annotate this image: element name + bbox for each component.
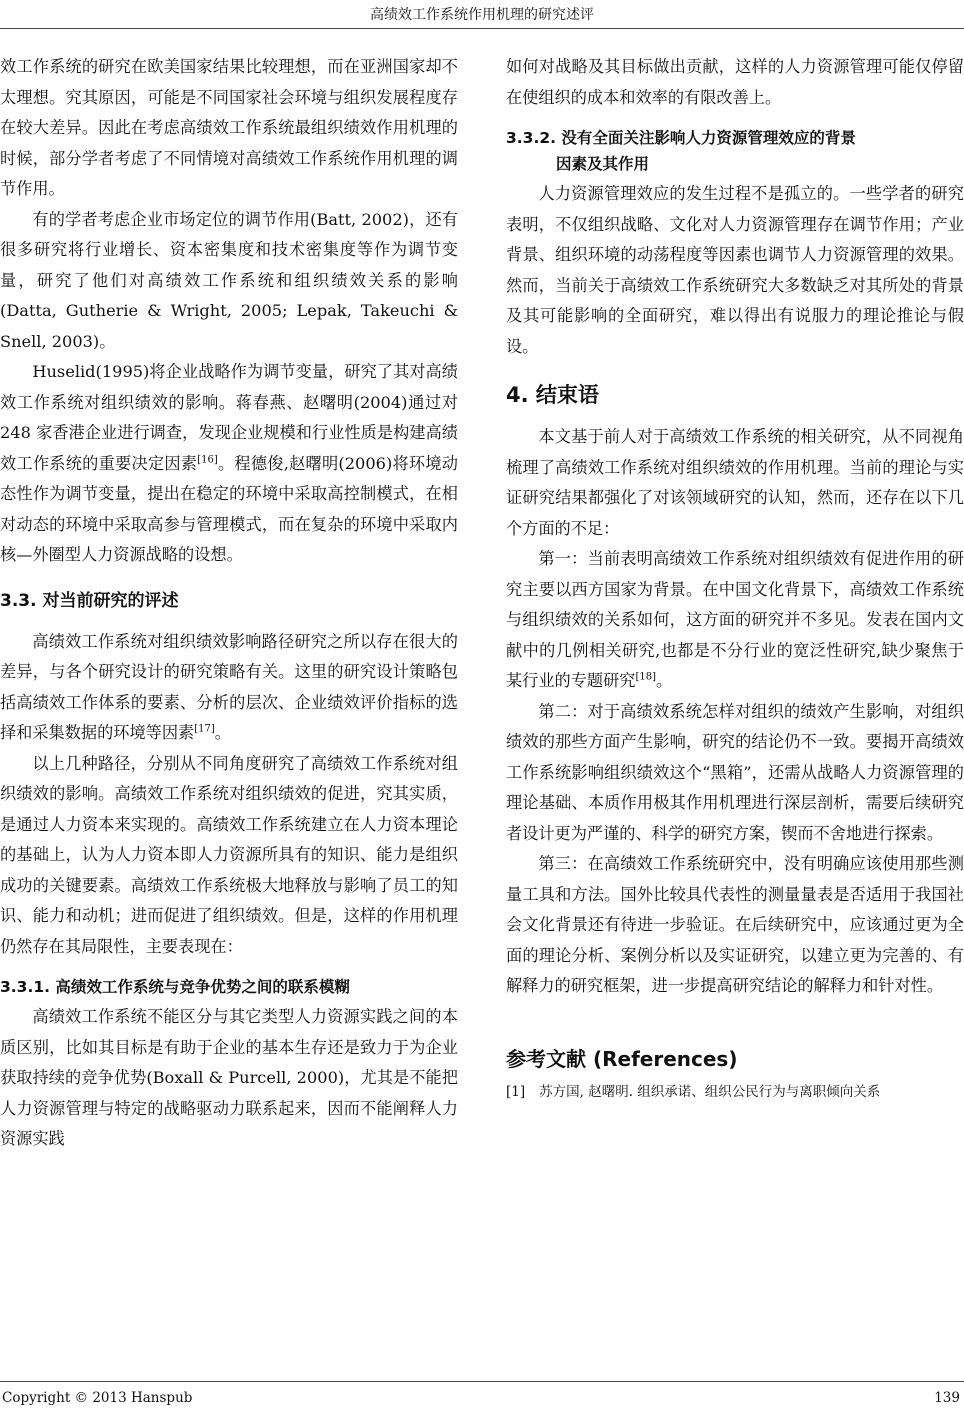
paragraph-text: 。程德俊,赵曙明(2006)将环境动态性作为调节变量，提出在稳定的环境中采取高控制模式，在相对动态的环境中采取高参与管理模式，而在复杂的环境中采取内核—外圈型人力资源战略的设想。 xyxy=(0,453,458,564)
citation-ref[interactable]: [18] xyxy=(635,671,657,683)
paragraph xyxy=(0,627,458,749)
running-head: 高绩效工作系统作用机理的研究述评 xyxy=(370,7,594,23)
paragraph xyxy=(506,544,964,697)
paragraph xyxy=(0,357,458,571)
paragraph-text: Huselid(1995)将企业战略作为调节变量，研究了其对高绩效工作系统对组织绩效的影响。蒋春燕、赵曙明(2004)通过对 248 家香港企业进行调查，发现企业规模和行业性质是构建高绩效工作系统的重要决定因素 xyxy=(0,362,458,473)
subsection-heading-line: 3.3.2. 没有全面关注影响人力资源管理效应的背景 xyxy=(506,129,856,147)
paragraph-text: 高绩效工作系统对组织绩效影响路径研究之所以存在很大的差异，与各个研究设计的研究策略有关。这里的研究设计策略包括高绩效工作体系的要素、分析的层次、企业绩效评价指标的选择和采集数据的环境等因素 xyxy=(0,631,458,742)
paragraph: 有的学者考虑企业市场定位的调节作用(Batt, 2002)，还有很多研究将行业增长、资本密集度和技术密集度等作为调节变量，研究了他们对高绩效工作系统和组织绩效关系的影响(Datta, Gutherie & Wright, 2005; Lepak, Takeuchi & Snell, 2003)。 xyxy=(0,209,458,351)
page-number: 139 xyxy=(934,1390,960,1406)
paragraph: 人力资源管理效应的发生过程不是孤立的。一些学者的研究表明，不仅组织战略、文化对人力资源管理存在调节作用；产业背景、组织环境的动荡程度等因素也调节人力资源管理的效果。然而，当前关于高绩效工作系统研究大多数缺乏对其所处的背景及其可能影响的全面研究，难以得出有说服力的理论推论与假设。 xyxy=(506,184,964,356)
references-heading: 参考文献 (References) xyxy=(506,1046,738,1071)
citation-ref[interactable]: [17] xyxy=(194,723,215,735)
footer-rule xyxy=(0,1381,964,1382)
paragraph: 效工作系统的研究在欧美国家结果比较理想，而在亚洲国家却不太理想。究其原因，可能是不同国家社会环境与组织发展程度存在较大差异。因此在考虑高绩效工作系统最组织绩效作用机理的时候，部分学者考虑了不同情境对高绩效工作系统作用机理的调节作用。 xyxy=(0,57,458,198)
subsection-heading xyxy=(506,125,964,177)
reference-number: [1] xyxy=(506,1083,526,1100)
section-heading: 4. 结束语 xyxy=(506,383,599,407)
paragraph-text: 。 xyxy=(656,671,673,690)
citation-ref[interactable]: [16] xyxy=(197,454,218,466)
reference-text: 苏方国, 赵曙明. 组织承诺、组织公民行为与离职倾向关系 xyxy=(539,1083,881,1100)
paragraph: 第二：对于高绩效系统怎样对组织的绩效产生影响，对组织绩效的那些方面产生影响，研究的结论仍不一致。要揭开高绩效工作系统影响组织绩效这个“黑箱”，还需从战略人力资源管理的理论基础、本质作用极其作用机理进行深层剖析，需要后续研究者设计更为严谨的、科学的研究方案，锲而不舍地进行探索。 xyxy=(506,701,964,843)
paragraph: 本文基于前人对于高绩效工作系统的相关研究，从不同视角梳理了高绩效工作系统对组织绩效的作用机理。当前的理论与实证研究结果都强化了对该领域研究的认知，然而，还存在以下几个方面的不足： xyxy=(506,427,964,538)
section-heading: 3.3. 对当前研究的评述 xyxy=(0,590,179,611)
subsection-heading: 3.3.1. 高绩效工作系统与竞争优势之间的联系模糊 xyxy=(0,978,350,996)
reference-item xyxy=(506,1082,964,1102)
paragraph: 如何对战略及其目标做出贡献，这样的人力资源管理可能仅停留在使组织的成本和效率的有限改善上。 xyxy=(506,57,964,107)
paragraph: 以上几种路径，分别从不同角度研究了高绩效工作系统对组织绩效的影响。高绩效工作系统对组织绩效的促进，究其实质，是通过人力资本来实现的。高绩效工作系统建立在人力资本理论的基础上，认为人力资本即人力资源所具有的知识、能力是组织成功的关键要素。高绩效工作系统极大地释放与影响了员工的知识、能力和动机；进而促进了组织绩效。但是，这样的作用机理仍然存在其局限性，主要表现在： xyxy=(0,753,458,956)
right-column xyxy=(506,52,964,1102)
copyright: Copyright © 2013 Hanspub xyxy=(2,1390,193,1406)
paragraph-text: 。 xyxy=(214,723,231,742)
paragraph-text: 第一：当前表明高绩效工作系统对组织绩效有促进作用的研究主要以西方国家为背景。在中国文化背景下，高绩效工作系统与组织绩效的关系如何，这方面的研究并不多见。发表在国内文献中的几例相关研究,也都是不分行业的宽泛性研究,缺少聚焦于某行业的专题研究 xyxy=(506,549,964,690)
left-column xyxy=(0,52,458,1155)
paragraph: 第三：在高绩效工作系统研究中，没有明确应该使用那些测量工具和方法。国外比较具代表性的测量量表是否适用于我国社会文化背景还有待进一步验证。在后续研究中，应该通过更为全面的理论分析、案例分析以及实证研究，以建立更为完善的、有解释力的研究框架，进一步提高研究结论的解释力和针对性。 xyxy=(506,854,964,995)
header-rule xyxy=(0,28,964,29)
paragraph: 高绩效工作系统不能区分与其它类型人力资源实践之间的本质区别，比如其目标是有助于企业的基本生存还是致力于为企业获取持续的竞争优势(Boxall & Purcell, 2000)，尤其是不能把人力资源管理与特定的战略驱动力联系起来，因而不能阐释人力资源实践 xyxy=(0,1007,458,1148)
subsection-heading-line: 因素及其作用 xyxy=(556,155,650,173)
